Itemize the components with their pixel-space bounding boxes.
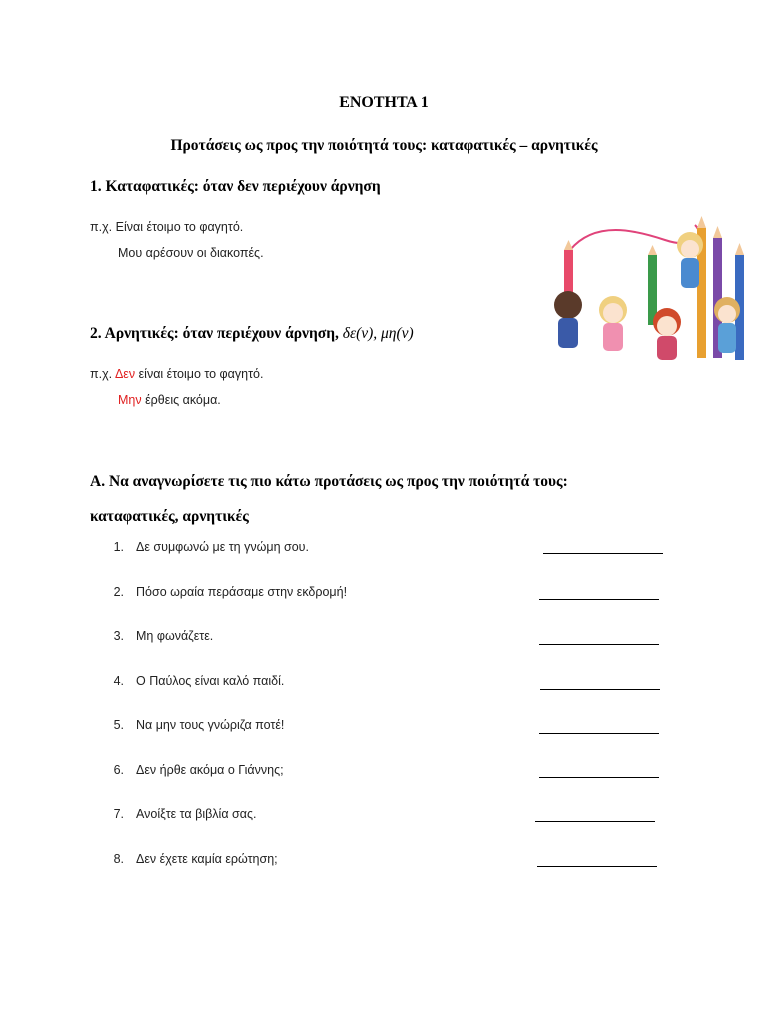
section2-example1 — [90, 367, 263, 381]
list-item: 7. Ανοίξτε τα βιβλία σας. — [0, 807, 768, 827]
page-subtitle: Προτάσεις ως προς την ποιότητά τους: καταφατικές – αρνητικές — [170, 137, 598, 154]
list-item: 8. Δεν έχετε καμία ερώτηση; — [0, 852, 768, 872]
section1-example1 — [90, 220, 243, 234]
answer-blank[interactable] — [543, 553, 663, 554]
negation-word: Μην — [118, 393, 142, 407]
list-item: 5. Να μην τους γνώριζα ποτέ! — [0, 718, 768, 738]
list-item: 6. Δεν ήρθε ακόμα ο Γιάννης; — [0, 763, 768, 783]
exercise-title-line1: Α. Να αναγνωρίσετε τις πιο κάτω προτάσεις ως προς την ποιότητά τους: — [90, 473, 568, 490]
answer-blank[interactable] — [540, 689, 660, 690]
answer-blank[interactable] — [537, 866, 657, 867]
negation-word: Δεν — [114, 367, 136, 381]
list-item: 1. Δε συμφωνώ με τη γνώμη σου. — [0, 540, 768, 560]
exercise-title-line2: καταφατικές, αρνητικές — [90, 508, 249, 525]
example-text: Είναι έτοιμο το φαγητό. — [115, 220, 244, 234]
example-text: έρθεις ακόμα. — [145, 393, 221, 407]
section1-title: 1. Καταφατικές: όταν δεν περιέχουν άρνηση — [90, 178, 381, 195]
page-title: ΕΝΟΤΗΤΑ 1 — [339, 94, 429, 111]
section2-title — [90, 325, 414, 343]
answer-blank[interactable] — [539, 777, 659, 778]
answer-blank[interactable] — [539, 644, 659, 645]
list-item: 4. Ο Παύλος είναι καλό παιδί. — [0, 674, 768, 694]
answer-blank[interactable] — [539, 733, 659, 734]
answer-blank[interactable] — [535, 821, 655, 822]
answer-blank[interactable] — [539, 599, 659, 600]
example-prefix: π.χ. — [90, 220, 113, 234]
section2-example2 — [118, 393, 221, 407]
list-item: 2. Πόσο ωραία περάσαμε στην εκδρομή! — [0, 585, 768, 605]
example-text: είναι έτοιμο το φαγητό. — [138, 367, 264, 381]
children-with-pencils-illustration — [545, 210, 755, 385]
example-prefix: π.χ. — [90, 367, 113, 381]
section2-title-text: 2. Αρνητικές: όταν περιέχουν άρνηση, — [90, 325, 339, 342]
section1-example2: Μου αρέσουν οι διακοπές. — [118, 246, 264, 260]
negation-words: δε(ν), μη(ν) — [342, 325, 414, 342]
list-item: 3. Μη φωνάζετε. — [0, 629, 768, 649]
